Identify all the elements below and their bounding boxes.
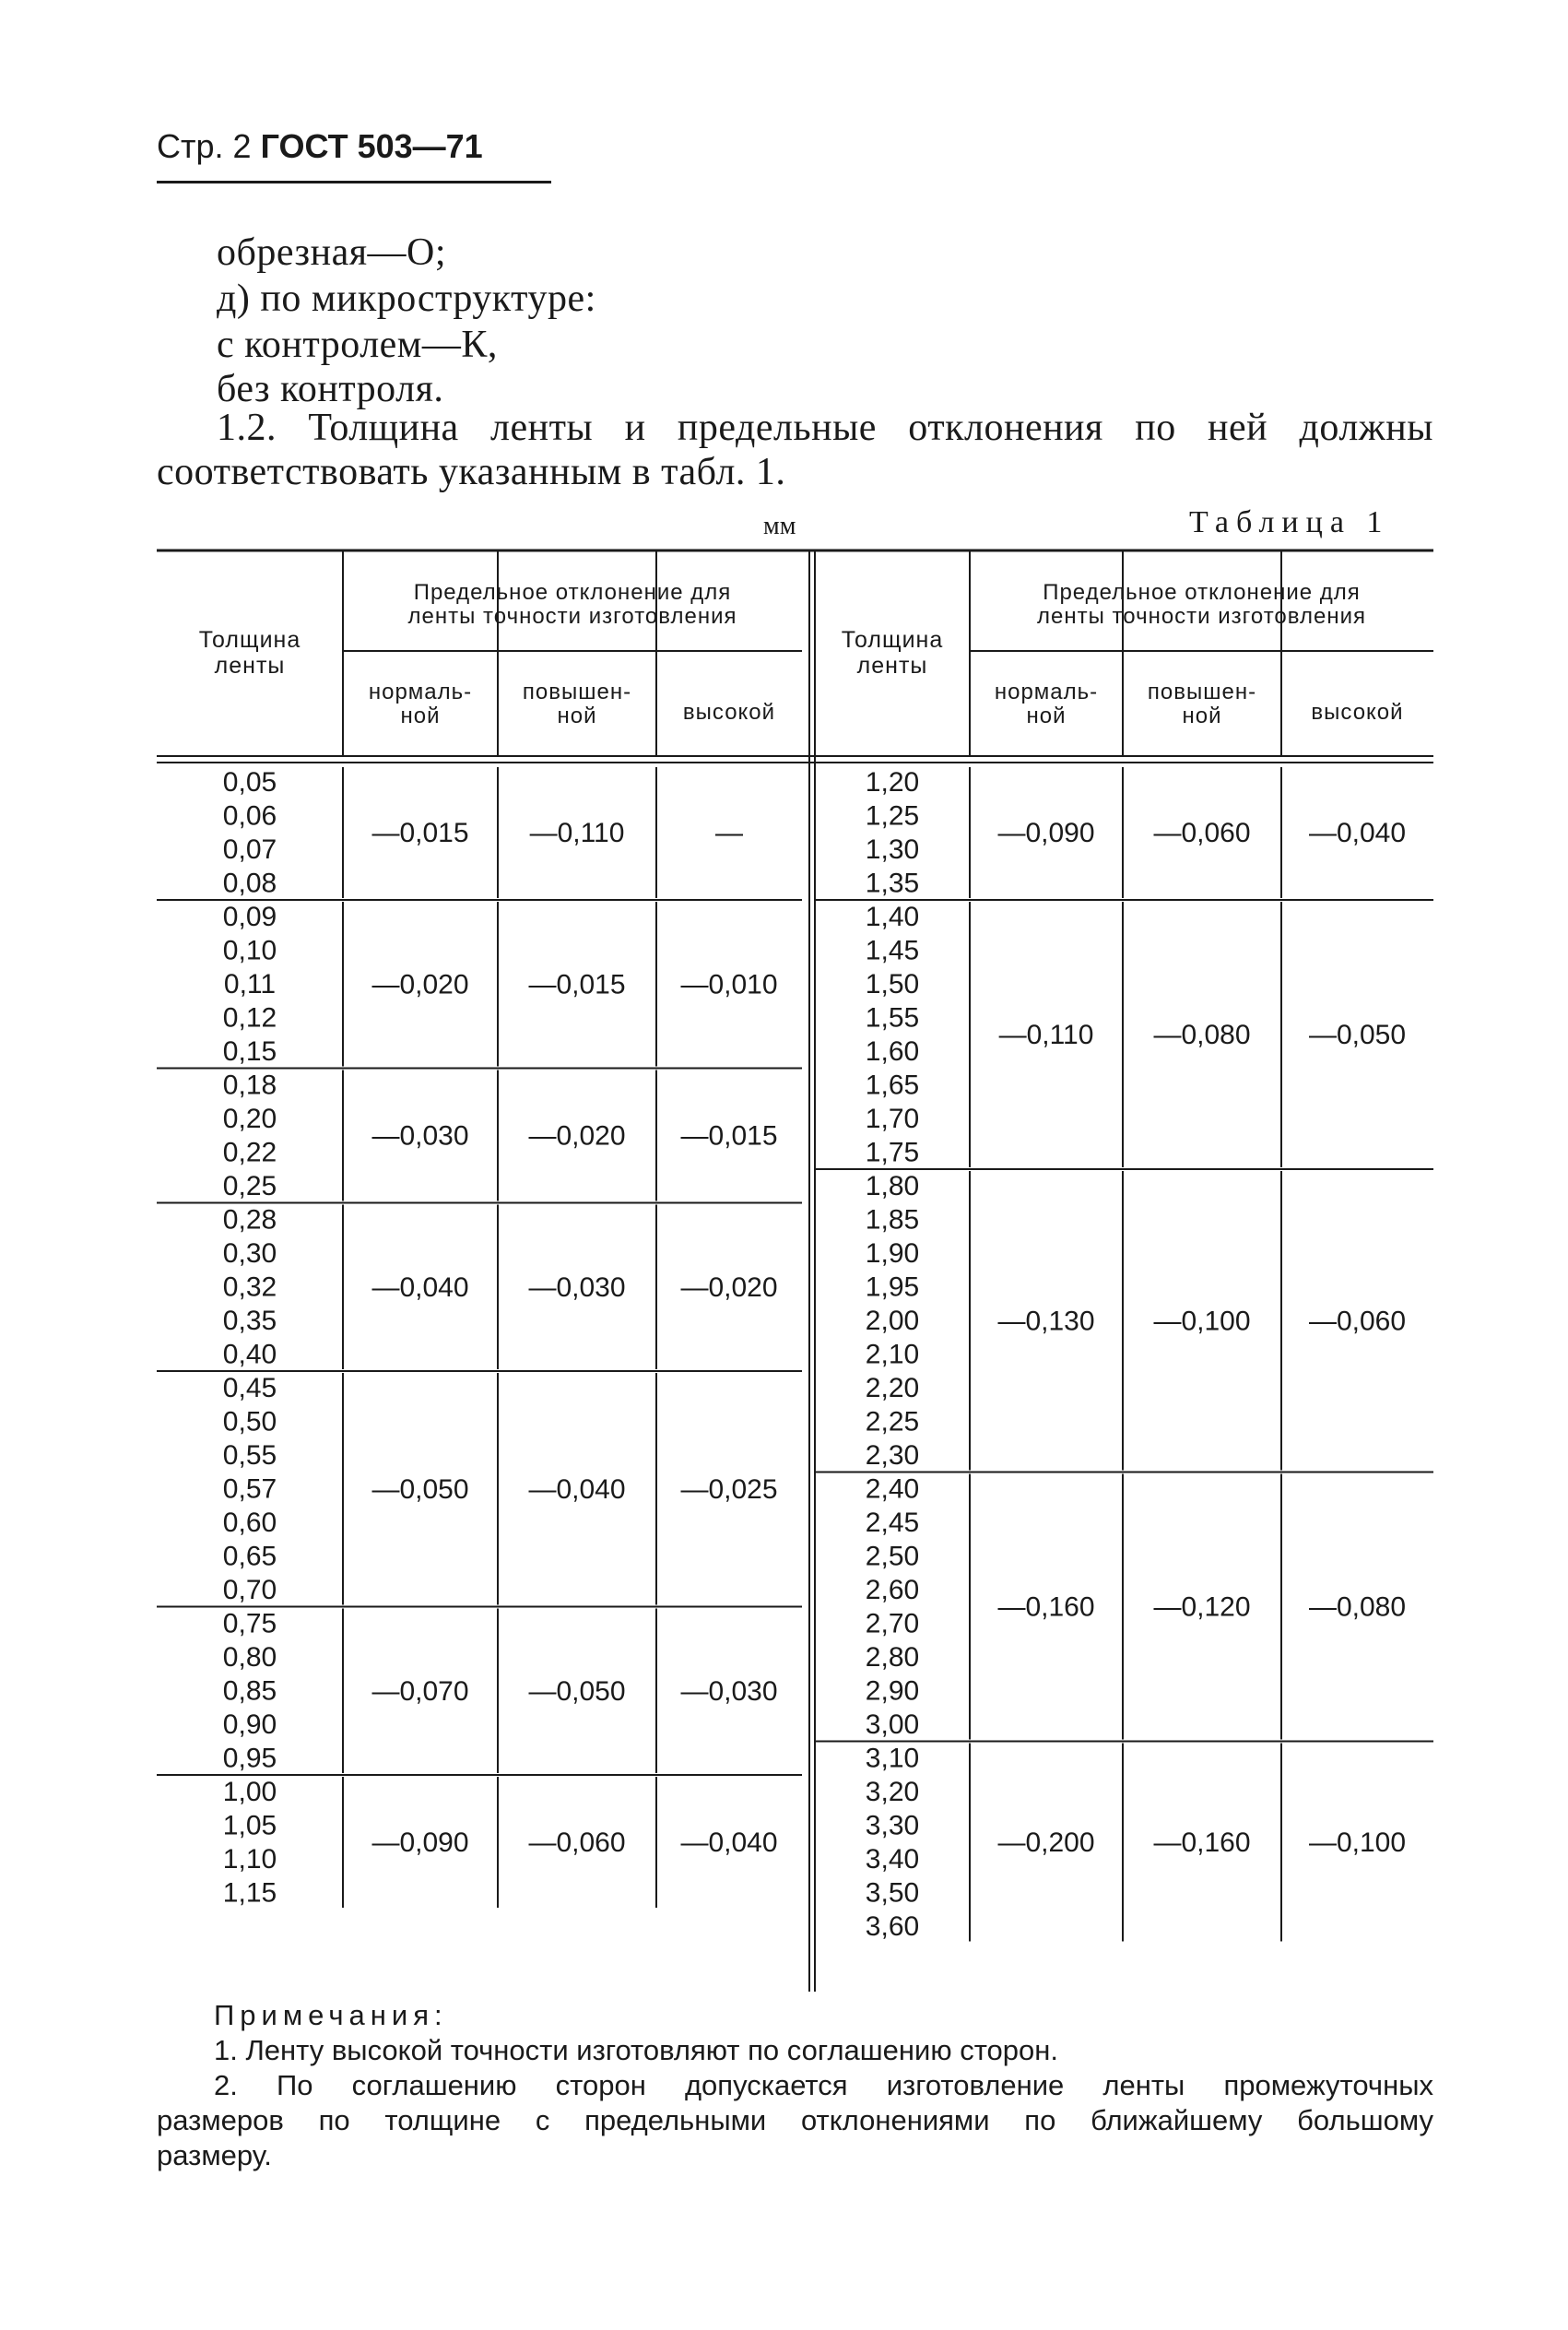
deviation-normal-value: —0,160 — [997, 1591, 1095, 1623]
thickness-value: 1,15 — [222, 1877, 277, 1909]
note-2-line-1: 2. По соглашению сторон допускается изготовление ленты промежуточных — [214, 2069, 1433, 2101]
deviation-high-value: —0,025 — [680, 1473, 778, 1505]
deviation-increased-value: —0,160 — [1153, 1827, 1251, 1858]
deviation-high-value: —0,050 — [1308, 1020, 1407, 1050]
deviation-normal-value: —0,070 — [371, 1675, 469, 1707]
thickness-value: 1,25 — [865, 800, 920, 832]
deviation-increased-value: —0,015 — [528, 969, 626, 1000]
thickness-value: 2,30 — [865, 1440, 920, 1471]
deviation-increased-value: —0,050 — [528, 1675, 626, 1707]
deviation-normal-value: —0,090 — [997, 818, 1095, 848]
header-deviation-right: Предельное отклонение для — [1043, 580, 1361, 605]
thickness-value: 0,57 — [222, 1473, 277, 1505]
thickness-value: 0,12 — [222, 1002, 277, 1034]
header-increased-left: повышен- — [522, 680, 632, 704]
thickness-value: 0,15 — [222, 1036, 277, 1067]
thickness-value: 0,10 — [222, 935, 277, 966]
thickness-value: 2,90 — [865, 1675, 920, 1707]
paragraph-line-2: соответствовать указанным в табл. 1. — [157, 451, 786, 493]
thickness-value: 0,06 — [222, 800, 277, 832]
header-normal-left: ной — [400, 704, 441, 728]
thickness-value: 3,50 — [865, 1877, 920, 1909]
thickness-value: 1,35 — [865, 868, 920, 899]
thickness-value: 0,60 — [222, 1508, 277, 1538]
deviation-high-value: —0,010 — [680, 969, 778, 1000]
thickness-value: 1,50 — [865, 969, 920, 999]
thickness-value: 0,11 — [223, 969, 277, 999]
deviation-high-value: —0,080 — [1308, 1591, 1407, 1623]
header-deviation-left: Предельное отклонение для — [413, 580, 732, 605]
thickness-value: 0,22 — [222, 1137, 277, 1168]
thickness-value: 0,90 — [222, 1709, 277, 1740]
deviation-high-value: —0,020 — [680, 1271, 778, 1303]
note-1: 1. Ленту высокой точности изготовляют по соглашению сторон. — [214, 2034, 1059, 2066]
deviation-normal-value: —0,130 — [997, 1306, 1095, 1337]
header-increased-left: ной — [557, 704, 597, 728]
deviation-high-value: —0,040 — [680, 1827, 778, 1858]
deviation-normal-value: —0,040 — [371, 1271, 469, 1303]
thickness-value: 1,85 — [865, 1204, 920, 1236]
deviation-increased-value: —0,040 — [528, 1473, 626, 1505]
thickness-value: 1,20 — [865, 767, 920, 798]
thickness-value: 2,50 — [865, 1541, 920, 1572]
thickness-value: 1,00 — [222, 1777, 277, 1807]
header-normal-right: ной — [1026, 704, 1067, 728]
deviation-normal-value: —0,015 — [371, 818, 469, 848]
thickness-value: 1,05 — [222, 1810, 277, 1841]
thickness-value: 0,05 — [222, 767, 277, 798]
thickness-value: 1,60 — [865, 1036, 920, 1067]
thickness-value: 0,95 — [222, 1743, 277, 1774]
thickness-value: 2,80 — [865, 1642, 920, 1673]
standard-id: ГОСТ 503—71 — [260, 127, 483, 165]
header-normal-right: нормаль- — [994, 680, 1099, 704]
thickness-value: 0,18 — [222, 1070, 277, 1101]
body-line-3: с контролем—К, — [217, 324, 498, 366]
thickness-value: 3,40 — [865, 1844, 920, 1875]
thickness-value: 0,08 — [222, 868, 277, 899]
deviation-increased-value: —0,060 — [528, 1827, 626, 1858]
header-thickness-right: Толщина — [841, 627, 944, 653]
thickness-value: 0,25 — [222, 1171, 277, 1201]
thickness-value: 2,25 — [865, 1406, 920, 1437]
thickness-value: 0,65 — [222, 1541, 277, 1572]
deviation-increased-value: —0,120 — [1153, 1591, 1251, 1623]
header-high-left: высокой — [682, 700, 776, 725]
header-deviation-left: ленты точности изготовления — [407, 604, 737, 629]
thickness-value: 2,70 — [865, 1608, 920, 1639]
thickness-value: 0,09 — [222, 902, 277, 932]
header-increased-right: ной — [1182, 704, 1222, 728]
thickness-value: 0,75 — [222, 1608, 277, 1639]
thickness-value: 0,55 — [222, 1440, 277, 1471]
thickness-value: 3,20 — [865, 1777, 920, 1807]
thickness-value: 0,45 — [222, 1373, 277, 1403]
notes-title: Примечания: — [214, 1999, 448, 2031]
deviation-increased-value: —0,020 — [528, 1120, 626, 1152]
thickness-value: 2,10 — [865, 1339, 920, 1370]
thickness-value: 2,00 — [865, 1306, 920, 1336]
deviation-high-value: —0,060 — [1308, 1306, 1407, 1337]
deviation-normal-value: —0,020 — [371, 969, 469, 1000]
header-high-right: высокой — [1311, 700, 1404, 725]
paragraph-line-1: 1.2. Толщина ленты и предельные отклонения по ней должны — [217, 407, 1433, 449]
thickness-value: 3,60 — [865, 1911, 920, 1942]
deviation-increased-value: —0,060 — [1153, 818, 1251, 848]
thickness-value: 0,30 — [222, 1238, 277, 1269]
deviation-increased-value: —0,110 — [529, 818, 625, 848]
thickness-value: 3,00 — [865, 1709, 920, 1740]
thickness-value: 1,75 — [865, 1137, 920, 1168]
thickness-value: 0,70 — [222, 1575, 277, 1605]
table-unit: мм — [763, 512, 796, 540]
note-2-line-3: размеру. — [157, 2139, 272, 2171]
thickness-value: 1,10 — [222, 1844, 277, 1875]
table-caption: Таблица 1 — [1189, 505, 1390, 539]
header-thickness-right-2: ленты — [856, 653, 928, 679]
deviation-normal-value: —0,030 — [371, 1120, 469, 1152]
deviation-high-value: —0,030 — [680, 1675, 778, 1707]
thickness-value: 0,85 — [222, 1675, 277, 1707]
deviation-normal-value: —0,200 — [997, 1827, 1095, 1858]
page-number: Стр. 2 — [157, 127, 252, 165]
deviation-high-value: —0,040 — [1308, 818, 1407, 848]
thickness-value: 2,45 — [865, 1508, 920, 1538]
deviation-increased-value: —0,100 — [1153, 1306, 1251, 1337]
thickness-value: 0,80 — [222, 1642, 277, 1673]
thickness-value: 1,70 — [865, 1104, 920, 1134]
deviation-normal-value: —0,090 — [371, 1827, 469, 1858]
thickness-value: 0,50 — [222, 1406, 277, 1437]
deviation-normal-value: —0,110 — [998, 1020, 1094, 1050]
header-thickness-left-2: ленты — [214, 653, 286, 679]
thickness-value: 0,35 — [222, 1306, 277, 1336]
deviation-high-value: —0,100 — [1308, 1827, 1407, 1858]
header-thickness-left: Толщина — [198, 627, 301, 653]
body-line-1: обрезная—О; — [217, 231, 447, 274]
thickness-value: 2,20 — [865, 1373, 920, 1403]
note-2-line-2: размеров по толщине с предельными отклонениями по ближайшему большому — [157, 2104, 1433, 2136]
deviation-normal-value: —0,050 — [371, 1473, 469, 1505]
thickness-value: 1,55 — [865, 1002, 920, 1034]
thickness-value: 1,65 — [865, 1070, 920, 1101]
thickness-value: 1,40 — [865, 902, 920, 932]
thickness-value: 1,80 — [865, 1171, 920, 1201]
deviation-high-value: — — [715, 818, 743, 848]
thickness-value: 3,10 — [865, 1743, 920, 1774]
deviation-increased-value: —0,080 — [1153, 1020, 1251, 1050]
thickness-value: 1,90 — [865, 1238, 920, 1269]
thickness-value: 1,95 — [865, 1271, 920, 1303]
thickness-value: 0,32 — [222, 1271, 277, 1303]
thickness-value: 3,30 — [865, 1810, 920, 1841]
header-deviation-right: ленты точности изготовления — [1037, 604, 1366, 629]
thickness-value: 1,45 — [865, 935, 920, 966]
thickness-value: 0,40 — [222, 1339, 277, 1370]
thickness-value: 0,28 — [222, 1204, 277, 1236]
thickness-value: 0,20 — [222, 1104, 277, 1134]
body-line-4: без контроля. — [217, 368, 444, 410]
header-normal-left: нормаль- — [368, 680, 473, 704]
thickness-value: 2,60 — [865, 1575, 920, 1605]
thickness-value: 0,07 — [222, 834, 277, 865]
deviation-high-value: —0,015 — [680, 1120, 778, 1152]
thickness-value: 2,40 — [865, 1473, 920, 1505]
thickness-value: 1,30 — [865, 834, 920, 865]
header-increased-right: повышен- — [1147, 680, 1257, 704]
deviation-increased-value: —0,030 — [528, 1271, 626, 1303]
body-line-2: д) по микроструктуре: — [217, 278, 596, 320]
